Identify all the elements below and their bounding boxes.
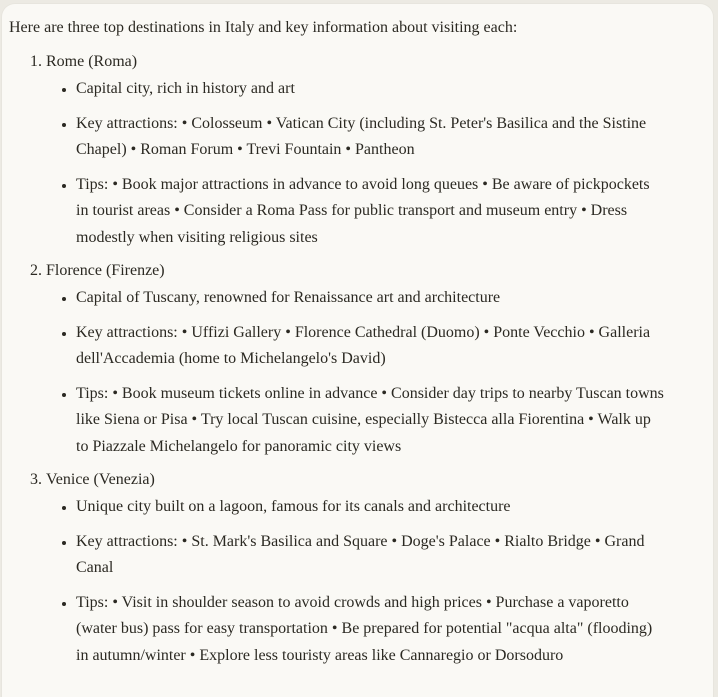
detail-item: • Tips: • Book major attractions in advance to avoid long queues • Be aware of pickpockets in tourist areas • Consider a Roma Pass for public transport and museum entry • Dress modestly when visiting religious sites [76,172,665,252]
detail-item: • Tips: • Visit in shoulder season to avoid crowds and high prices • Purchase a vaporetto (water bus) pass for easy transportation • Be prepared for potential "acqua alta" (flooding) in autumn/winter • Explore less touristy areas like Cannaregio or Dorsoduro [76,590,665,670]
destination-details-rome [46,76,665,251]
detail-item: • Key attractions: • Colosseum • Vatican City (including St. Peter's Basilica and the Sistine Chapel) • Roman Forum • Trevi Fountain • Pantheon [76,111,665,164]
destination-title-venice: Venice (Venezia) [46,471,155,488]
destination-title-florence: Florence (Firenze) [46,262,165,279]
destination-title-rome: Rome (Roma) [46,53,138,70]
detail-item: • Key attractions: • Uffizi Gallery • Florence Cathedral (Duomo) • Ponte Vecchio • Galleria dell'Accademia (home to Michelangelo's David) [76,320,665,373]
detail-item: • Capital of Tuscany, renowned for Renaissance art and architecture [76,285,665,312]
assistant-message-card [2,4,713,697]
detail-item: • Key attractions: • St. Mark's Basilica and Square • Doge's Palace • Rialto Bridge • Grand Canal [76,529,665,582]
detail-item: • Capital city, rich in history and art [76,76,665,103]
destination-details-venice [46,494,665,669]
destination-item-florence [46,259,665,460]
detail-item: • Unique city built on a lagoon, famous for its canals and architecture [76,494,665,521]
destination-item-rome [46,50,665,251]
intro-paragraph: Here are three top destinations in Italy and key information about visiting each: [9,19,518,36]
detail-item: • Tips: • Book museum tickets online in advance • Consider day trips to nearby Tuscan towns like Siena or Pisa • Try local Tuscan cuisine, especially Bistecca alla Fiorentina • Walk up to Piazzale Michelangelo for panoramic city views [76,381,665,461]
destination-details-florence [46,285,665,460]
destinations-list [9,50,665,669]
destination-item-venice [46,468,665,669]
